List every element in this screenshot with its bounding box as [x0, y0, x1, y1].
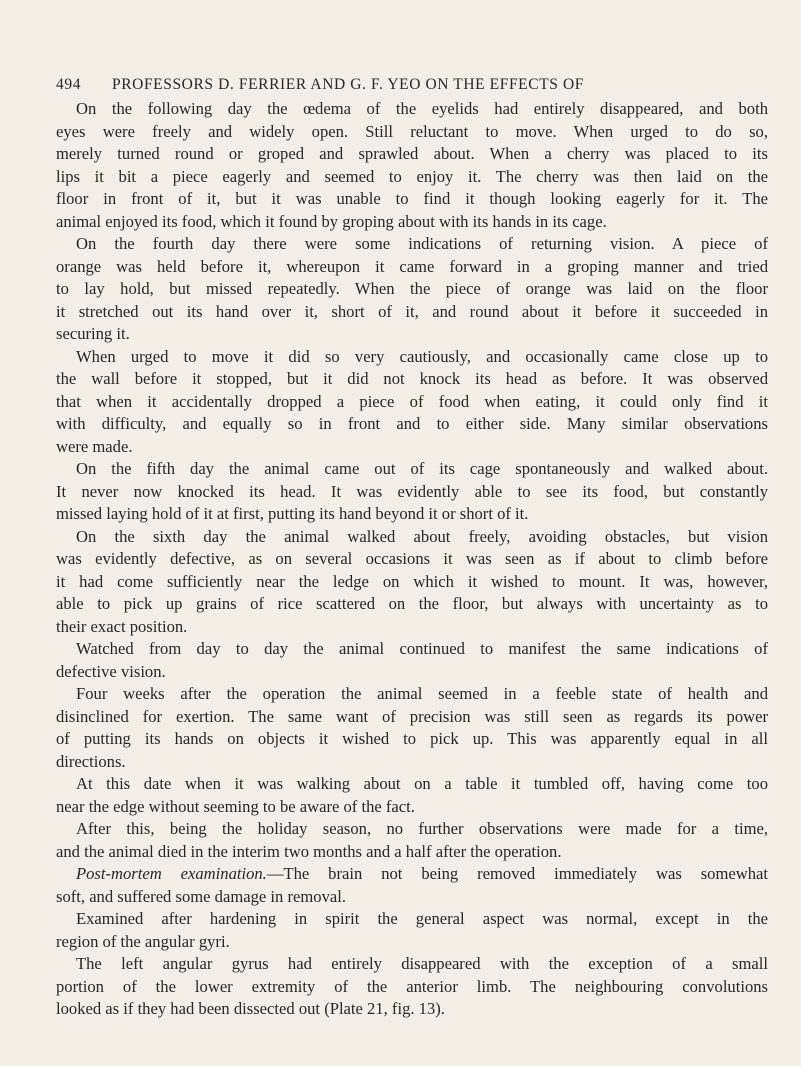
line-text: of putting its hands on objects it wished to pick up. This was apparently equal in all: [56, 729, 768, 748]
line-text: At this date when it was walking about on a table it tumbled off, having come too: [76, 774, 768, 793]
text-line: [56, 706, 768, 729]
line-text: were made.: [56, 436, 133, 456]
text-line: [56, 256, 768, 279]
line-text: missed laying hold of it at first, putting its hand beyond it or short of it.: [56, 504, 529, 523]
text-line: [56, 886, 768, 909]
text-line: [56, 368, 768, 391]
text-line: [56, 503, 768, 526]
line-text: defective vision.: [56, 661, 166, 681]
running-head: PROFESSORS D. FERRIER AND G. F. YEO ON THE EFFECTS OF: [112, 76, 584, 93]
page-number: 494: [56, 76, 82, 93]
text-line: [56, 841, 768, 864]
line-text: On the fourth day there were some indications of returning vision. A piece of: [76, 234, 768, 253]
line-text: their exact position.: [56, 616, 188, 636]
text-line: [56, 683, 768, 706]
text-line: [56, 301, 768, 324]
line-text: Four weeks after the operation the animal seemed in a feeble state of health and: [76, 684, 768, 703]
page-header: [56, 76, 756, 98]
line-text: the wall before it stopped, but it did not knock its head as before. It was observed: [56, 369, 768, 388]
text-line: [56, 661, 768, 684]
line-text: When urged to move it did so very cautiously, and occasionally came close up to: [76, 346, 768, 366]
text-line: [56, 863, 768, 886]
body-text: [56, 98, 768, 1021]
text-line: [56, 818, 768, 841]
text-line: [56, 998, 768, 1021]
line-text: On the following day the œdema of the eyelids had entirely disappeared, and both: [76, 99, 768, 118]
line-text: disinclined for exertion. The same want of precision was still seen as regards its power: [56, 706, 768, 726]
line-text: it had come sufficiently near the ledge on which it wished to mount. It was, however,: [56, 571, 768, 591]
line-text: near the edge without seeming to be aware of the fact.: [56, 796, 415, 816]
text-line: [56, 751, 768, 774]
text-line: [56, 773, 768, 796]
line-text: able to pick up grains of rice scattered on the floor, but always with uncertainty as to: [56, 594, 768, 613]
text-line: [56, 593, 768, 616]
line-text: that when it accidentally dropped a piece of food when eating, it could only find it: [56, 391, 768, 411]
text-line: [56, 638, 768, 661]
line-text: On the sixth day the animal walked about freely, avoiding obstacles, but vision: [76, 526, 768, 546]
text-line: [56, 616, 768, 639]
line-text: was evidently defective, as on several occasions it was seen as if about to climb before: [56, 549, 768, 568]
text-line: [56, 211, 768, 234]
text-line: [56, 458, 768, 481]
text-line: [56, 98, 768, 121]
line-text: looked as if they had been dissected out (Plate 21, fig. 13).: [56, 999, 445, 1018]
text-line: [56, 728, 768, 751]
italic-heading: Post-mortem examination.: [76, 864, 267, 883]
line-text: floor in front of it, but it was unable to find it though looking eagerly for it. The: [56, 189, 768, 208]
text-line: [56, 931, 768, 954]
text-line: [56, 526, 768, 549]
text-line: [56, 953, 768, 976]
line-text: animal enjoyed its food, which it found by groping about with its hands in its cage.: [56, 211, 607, 231]
line-text: After this, being the holiday season, no further observations were made for a time,: [76, 819, 768, 838]
line-text: Watched from day to day the animal continued to manifest the same indications of: [76, 639, 768, 658]
line-text: orange was held before it, whereupon it came forward in a groping manner and tried: [56, 256, 768, 276]
line-text: The left angular gyrus had entirely disappeared with the exception of a small: [76, 954, 768, 973]
text-line: [56, 436, 768, 459]
line-text: directions.: [56, 751, 126, 771]
text-line: [56, 233, 768, 256]
line-text: It never now knocked its head. It was evidently able to see its food, but constantly: [56, 481, 768, 501]
text-line: [56, 323, 768, 346]
line-text: it stretched out its hand over it, short of it, and round about it before it succeeded in: [56, 301, 768, 321]
text-line: [56, 548, 768, 571]
text-line: [56, 346, 768, 369]
text-line: [56, 143, 768, 166]
text-line: [56, 976, 768, 999]
line-text: to lay hold, but missed repeatedly. When the piece of orange was laid on the floor: [56, 279, 768, 298]
line-text: region of the angular gyri.: [56, 931, 230, 951]
line-text: On the fifth day the animal came out of its cage spontaneously and walked about.: [76, 459, 768, 478]
text-line: [56, 796, 768, 819]
line-text: lips it bit a piece eagerly and seemed to enjoy it. The cherry was then laid on the: [56, 166, 768, 186]
line-text: and the animal died in the interim two months and a half after the operation.: [56, 841, 562, 861]
line-text: eyes were freely and widely open. Still reluctant to move. When urged to do so,: [56, 121, 768, 141]
line-text: soft, and suffered some damage in removal.: [56, 886, 346, 906]
text-line: [56, 571, 768, 594]
text-line: [56, 278, 768, 301]
text-line: [56, 413, 768, 436]
line-text: merely turned round or groped and sprawled about. When a cherry was placed to its: [56, 144, 768, 163]
text-line: [56, 391, 768, 414]
line-text: securing it.: [56, 324, 130, 343]
text-line: [56, 481, 768, 504]
line-text: Examined after hardening in spirit the general aspect was normal, except in the: [76, 909, 768, 928]
text-line: [56, 908, 768, 931]
text-line: [56, 166, 768, 189]
line-text: portion of the lower extremity of the anterior limb. The neighbouring convolutions: [56, 976, 768, 996]
line-text: —The brain not being removed immediately was somewhat: [266, 864, 768, 883]
text-line: [56, 188, 768, 211]
text-line: [56, 121, 768, 144]
line-text: with difficulty, and equally so in front and to either side. Many similar observations: [56, 414, 768, 433]
